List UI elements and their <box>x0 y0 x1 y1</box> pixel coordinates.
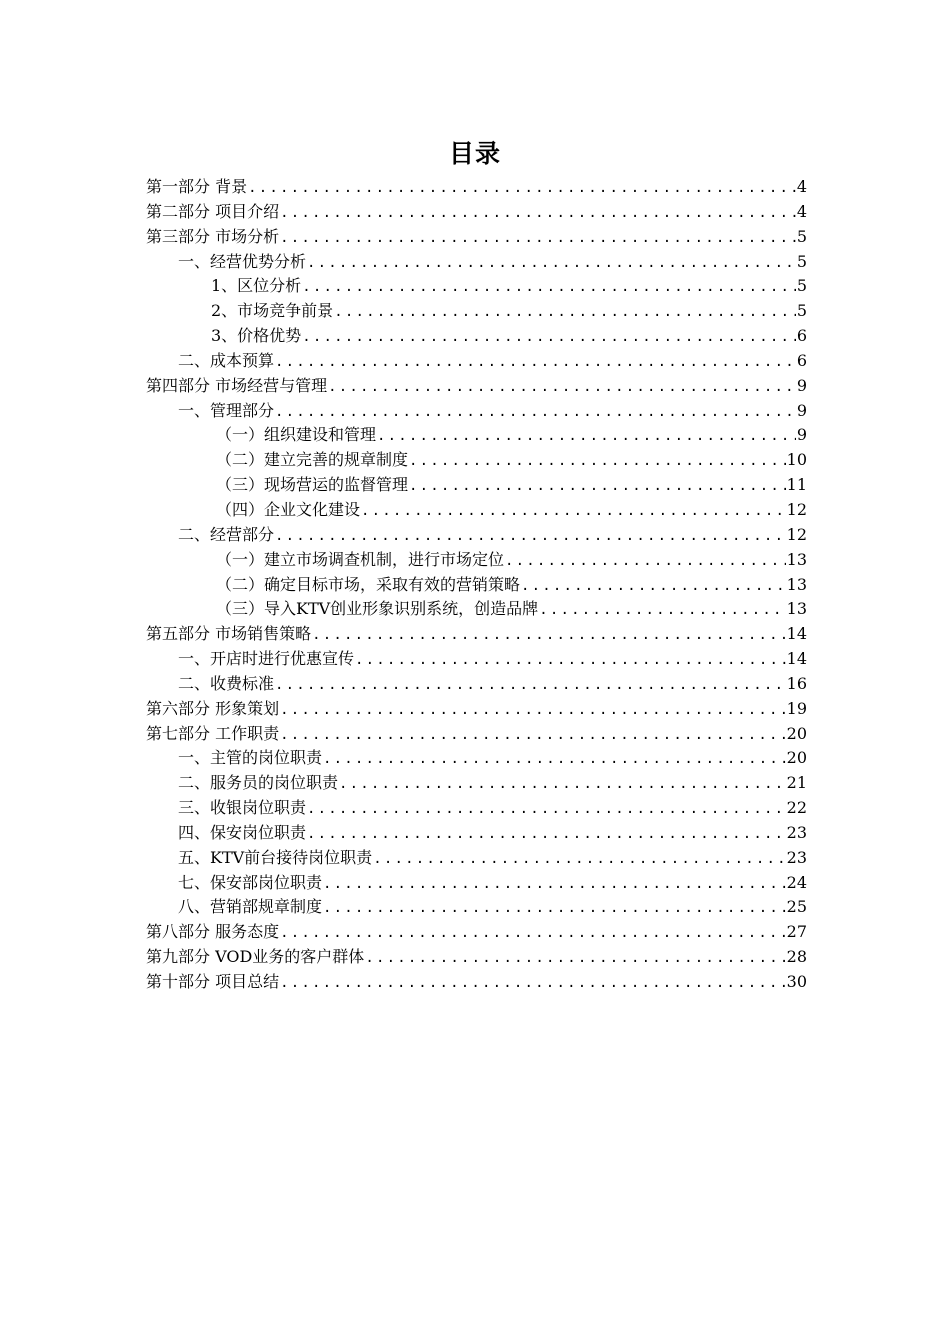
toc-entry[interactable] <box>146 523 807 548</box>
toc-entry-label: 3、价格优势 <box>211 326 302 346</box>
toc-entry-page-number: 13 <box>786 599 807 619</box>
toc-dot-leader <box>328 375 796 400</box>
toc-dot-leader <box>377 424 796 449</box>
toc-entry-page-number: 30 <box>786 972 807 991</box>
toc-entry[interactable] <box>146 647 807 672</box>
toc-entry[interactable] <box>146 200 807 225</box>
toc-entry-label: 二、经营部分 <box>178 524 275 544</box>
toc-entry[interactable] <box>146 871 807 896</box>
toc-entry-page-number: 13 <box>786 549 807 569</box>
toc-dot-leader <box>373 847 785 872</box>
toc-entry[interactable] <box>146 299 807 324</box>
toc-dot-leader <box>409 449 786 474</box>
toc-entry-label: 二、服务员的岗位职责 <box>178 773 339 793</box>
toc-entry-label: （一）组织建设和管理 <box>216 425 377 445</box>
toc-entry[interactable] <box>146 225 807 250</box>
toc-entry-label: 第四部分 市场经营与管理 <box>146 375 328 395</box>
toc-entry-label: 2、市场竞争前景 <box>211 301 334 321</box>
toc-entry-label: 第三部分 市场分析 <box>146 226 280 246</box>
toc-entry-label: 第五部分 市场销售策略 <box>146 624 312 644</box>
toc-entry-label: 一、经营优势分析 <box>178 251 307 271</box>
toc-entry-page-number: 23 <box>786 822 807 842</box>
toc-entry-page-number: 9 <box>796 400 807 420</box>
toc-entry-label: 第十部分 项目总结 <box>146 972 280 991</box>
toc-entry-label: 第一部分 背景 <box>146 177 248 196</box>
toc-entry-label: 第八部分 服务态度 <box>146 922 280 942</box>
toc-entry-label: 一、开店时进行优惠宣传 <box>178 649 355 669</box>
toc-entry-page-number: 14 <box>786 624 807 644</box>
toc-entry-page-number: 11 <box>786 475 807 495</box>
toc-entry-page-number: 9 <box>796 425 807 445</box>
toc-dot-leader <box>323 747 786 772</box>
toc-dot-leader <box>521 574 786 599</box>
toc-dot-leader <box>275 524 786 549</box>
toc-entry[interactable] <box>146 175 807 200</box>
toc-entry[interactable] <box>146 324 807 349</box>
toc-title: 目录 <box>448 139 501 168</box>
toc-entry-label: 二、成本预算 <box>178 350 275 370</box>
toc-dot-leader <box>307 797 786 822</box>
toc-entry-page-number: 5 <box>796 301 807 321</box>
toc-entry[interactable] <box>146 274 807 299</box>
toc-entry-label: （二）确定目标市场，采取有效的营销策略 <box>216 574 521 594</box>
toc-entry-page-number: 13 <box>786 574 807 594</box>
toc-dot-leader <box>409 474 786 499</box>
toc-entry[interactable] <box>146 846 807 871</box>
toc-entry-page-number: 19 <box>786 698 807 718</box>
toc-dot-leader <box>307 822 786 847</box>
toc-entry-page-number: 20 <box>786 748 807 768</box>
toc-entry-label: 四、保安岗位职责 <box>178 822 307 842</box>
toc-entry[interactable] <box>146 423 807 448</box>
toc-entry-page-number: 14 <box>786 649 807 669</box>
toc-entry-label: （一）建立市场调查机制，进行市场定位 <box>216 549 505 569</box>
toc-entry-label: 第六部分 形象策划 <box>146 698 280 718</box>
toc-dot-leader <box>505 549 786 574</box>
toc-dot-leader <box>280 971 786 996</box>
toc-entry[interactable] <box>146 722 807 747</box>
toc-entry-page-number: 5 <box>796 251 807 271</box>
toc-entry-label: 一、主管的岗位职责 <box>178 748 323 768</box>
toc-entry-label: （三）现场营运的监督管理 <box>216 475 409 495</box>
toc-entry[interactable] <box>146 746 807 771</box>
toc-dot-leader <box>275 400 796 425</box>
toc-entry[interactable] <box>146 473 807 498</box>
toc-dot-leader <box>334 300 796 325</box>
toc-entry-page-number: 27 <box>786 922 807 942</box>
toc-entry-page-number: 5 <box>796 276 807 296</box>
toc-entry-label: 第二部分 项目介绍 <box>146 201 280 221</box>
toc-dot-leader <box>307 251 796 276</box>
toc-entry[interactable] <box>146 448 807 473</box>
toc-entry[interactable] <box>146 349 807 374</box>
toc-entry[interactable] <box>146 399 807 424</box>
toc-entry[interactable] <box>146 573 807 598</box>
toc-entry-page-number: 4 <box>796 201 807 221</box>
toc-entry-page-number: 6 <box>796 326 807 346</box>
toc-dot-leader <box>339 772 786 797</box>
toc-entry-page-number: 9 <box>796 375 807 395</box>
toc-entry-label: 一、管理部分 <box>178 400 275 420</box>
toc-dot-leader <box>280 723 786 748</box>
toc-dot-leader <box>365 946 785 971</box>
toc-entry-label: 第九部分 VOD业务的客户群体 <box>146 947 365 967</box>
toc-dot-leader <box>361 499 786 524</box>
toc-entry-label: 第七部分 工作职责 <box>146 723 280 743</box>
toc-entry-page-number: 10 <box>786 450 807 470</box>
toc-entry[interactable] <box>146 796 807 821</box>
toc-entry[interactable] <box>146 498 807 523</box>
toc-dot-leader <box>302 275 796 300</box>
toc-entry-page-number: 12 <box>786 524 807 544</box>
toc-entry-label: 1、区位分析 <box>211 276 302 296</box>
toc-entry-page-number: 4 <box>796 177 807 196</box>
toc-entry-page-number: 24 <box>786 872 807 892</box>
toc-entry-label: （二）建立完善的规章制度 <box>216 450 409 470</box>
toc-dot-leader <box>248 176 796 201</box>
toc-entry[interactable] <box>146 771 807 796</box>
toc-entry[interactable] <box>146 945 807 970</box>
toc-dot-leader <box>275 673 786 698</box>
toc-entry-page-number: 23 <box>786 847 807 867</box>
toc-dot-leader <box>323 872 786 897</box>
toc-entry-page-number: 22 <box>786 798 807 818</box>
toc-dot-leader <box>280 201 796 226</box>
toc-dot-leader <box>323 896 786 921</box>
toc-entry-page-number: 5 <box>796 226 807 246</box>
toc-entry-label: 三、收银岗位职责 <box>178 798 307 818</box>
toc-dot-leader <box>280 921 786 946</box>
toc-entry[interactable] <box>146 920 807 945</box>
toc-entry-page-number: 6 <box>796 350 807 370</box>
toc-dot-leader <box>312 623 786 648</box>
toc-entry[interactable] <box>146 250 807 275</box>
toc-entry-label: （三）导入KTV创业形象识别系统，创造品牌 <box>216 599 539 619</box>
toc-dot-leader <box>280 698 786 723</box>
toc-entry[interactable] <box>146 970 807 995</box>
toc-entry[interactable] <box>146 622 807 647</box>
toc-entry-page-number: 28 <box>786 947 807 967</box>
toc-entry-label: 七、保安部岗位职责 <box>178 872 323 892</box>
toc-entry-page-number: 20 <box>786 723 807 743</box>
toc-entry[interactable] <box>146 895 807 920</box>
toc-dot-leader <box>280 226 796 251</box>
toc-dot-leader <box>539 598 785 623</box>
toc-dot-leader <box>275 350 796 375</box>
toc-entry-label: 五、KTV前台接待岗位职责 <box>178 847 373 867</box>
toc-entry-page-number: 16 <box>786 673 807 693</box>
toc-entry[interactable] <box>146 672 807 697</box>
toc-entry-page-number: 25 <box>786 897 807 917</box>
toc-list <box>146 175 807 995</box>
toc-entry-label: 八、营销部规章制度 <box>178 897 323 917</box>
toc-entry[interactable] <box>146 548 807 573</box>
toc-entry[interactable] <box>146 697 807 722</box>
toc-entry-label: （四）企业文化建设 <box>216 499 361 519</box>
toc-entry-page-number: 21 <box>786 773 807 793</box>
toc-entry[interactable] <box>146 374 807 399</box>
toc-entry-page-number: 12 <box>786 499 807 519</box>
toc-entry[interactable] <box>146 821 807 846</box>
toc-entry-label: 二、收费标准 <box>178 673 275 693</box>
toc-dot-leader <box>355 648 786 673</box>
toc-dot-leader <box>302 325 796 350</box>
toc-entry[interactable] <box>146 597 807 622</box>
